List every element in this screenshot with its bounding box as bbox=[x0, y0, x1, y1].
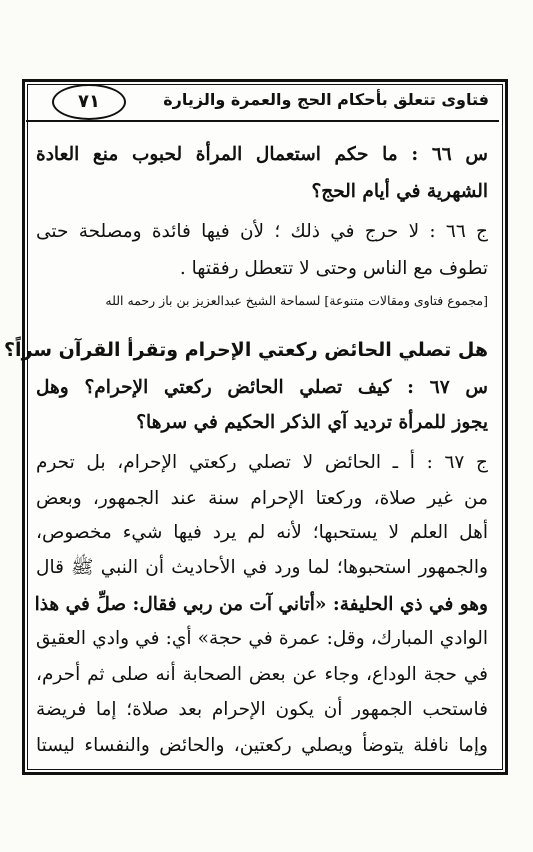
answer-67-line-6: الوادي المبارك، وقل: عمرة في حجة» أي: في وادي العقيق bbox=[36, 628, 488, 649]
answer-67-line-7: في حجة الوداع، وجاء عن بعض الصحابة أنه صلى ثم أحرم، bbox=[36, 664, 488, 685]
answer-67-line-2: من غير صلاة، وركعتا الإحرام سنة عند الجمهور، وبعض bbox=[36, 488, 488, 509]
question-67-line-1: س ٦٧ : كيف تصلي الحائض ركعتي الإحرام؟ وهل bbox=[36, 377, 488, 398]
question-67-line-2: يجوز للمرأة ترديد آي الذكر الحكيم في سرها؟ bbox=[136, 412, 488, 433]
page-number-badge: ٧١ bbox=[52, 84, 126, 120]
answer-67-line-5: وهو في ذي الحليفة: «أتاني آت من ربي فقال: صلِّ في هذا bbox=[34, 594, 488, 615]
answer-67-line-3: أهل العلم لا يستحبها؛ لأنه لم يرد فيها شيء مخصوص، bbox=[36, 522, 488, 543]
page-header bbox=[26, 84, 499, 120]
answer-67-line-9: وإما نافلة يتوضأ ويصلي ركعتين، والحائض والنفساء ليستا bbox=[36, 735, 488, 756]
question-66-line-2: الشهرية في أيام الحج؟ bbox=[311, 181, 488, 202]
question-66-line-1: س ٦٦ : ما حكم استعمال المرأة لحبوب منع العادة bbox=[36, 144, 489, 165]
citation: [مجموع فتاوى ومقالات متنوعة] لسماحة الشيخ عبدالعزيز بن باز رحمه الله bbox=[105, 293, 488, 308]
answer-66-line-2: تطوف مع الناس وحتى لا تتعطل رفقتها . bbox=[179, 258, 488, 279]
running-title: فتاوى تتعلق بأحكام الحج والعمرة والزيارة bbox=[163, 90, 489, 109]
answer-67-line-1: ج ٦٧ : أ ـ الحائض لا تصلي ركعتي الإحرام، بل تحرم bbox=[36, 452, 488, 473]
answer-67-line-4: والجمهور استحبوها؛ لما ورد في الأحاديث أن النبي ﷺ قال bbox=[36, 557, 488, 578]
answer-67-line-8: فاستحب الجمهور أن يكون الإحرام بعد صلاة؛ إما فريضة bbox=[36, 699, 488, 720]
answer-66-line-1: ج ٦٦ : لا حرج في ذلك ؛ لأن فيها فائدة ومصلحة حتى bbox=[36, 221, 488, 242]
section-heading: هل تصلي الحائض ركعتي الإحرام وتقرأ القرآن سراً؟ bbox=[4, 339, 488, 361]
header-rule bbox=[26, 120, 499, 122]
